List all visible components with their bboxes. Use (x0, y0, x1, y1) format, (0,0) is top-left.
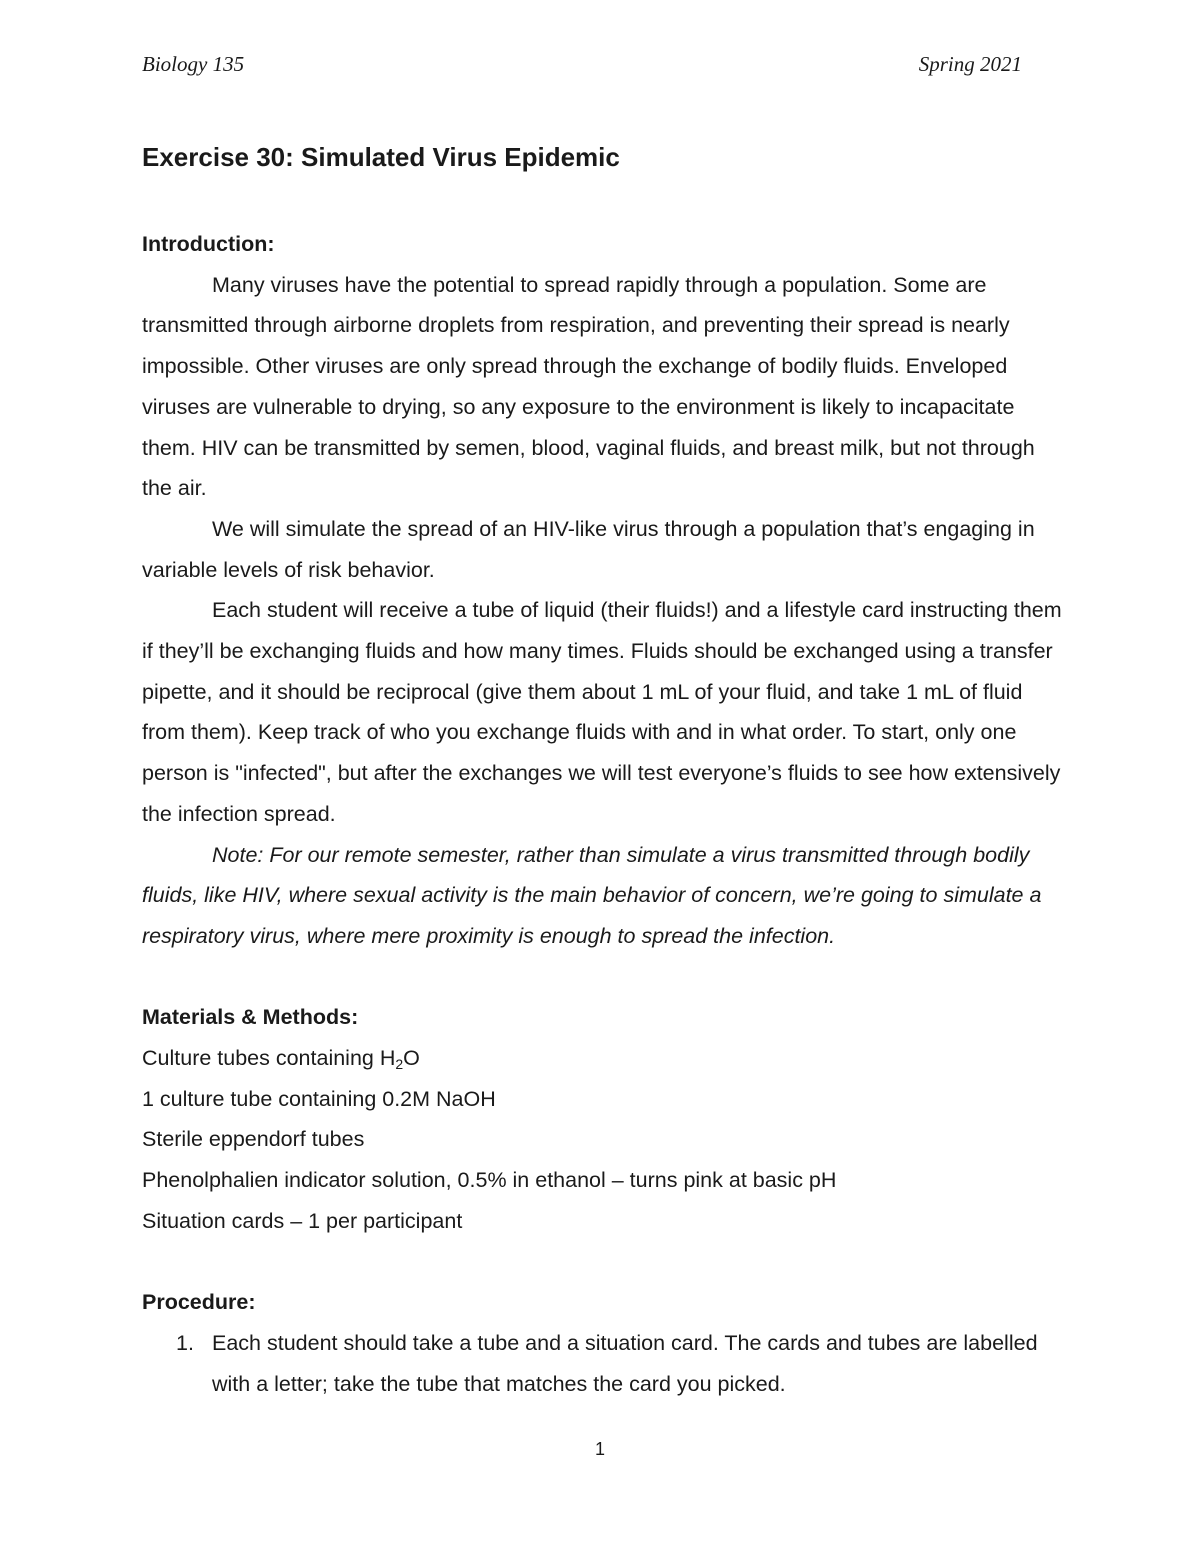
materials-item-1 (142, 1038, 1062, 1079)
materials-item-1-prefix: Culture tubes containing H (142, 1046, 396, 1071)
procedure-list (142, 1323, 1062, 1404)
procedure-step (142, 1323, 1062, 1404)
materials-heading: Materials & Methods: (142, 1005, 359, 1030)
procedure-heading: Procedure: (142, 1290, 256, 1315)
intro-paragraph-3: Each student will receive a tube of liquid (their fluids!) and a lifestyle card instructing them if they’ll be exchanging fluids and how many times. Fluids should be exchanged using a transfer pipette, and it should be reciprocal (give them about 1 mL of your fluid, and take 1 mL of fluid from them). Keep track of who you exchange fluids with and in what order. To start, only one person is "infected", but after the exchanges we will test everyone’s fluids to see how extensively the infection spread. (142, 598, 1062, 826)
introduction-heading: Introduction: (142, 232, 275, 256)
spacer (142, 1242, 1062, 1283)
header-term: Spring 2021 (918, 52, 1022, 76)
materials-item-4: Phenolphalien indicator solution, 0.5% in ethanol – turns pink at basic pH (142, 1168, 837, 1193)
intro-paragraph-2: We will simulate the spread of an HIV-like virus through a population that’s engaging in variable levels of risk behavior. (142, 516, 1035, 582)
intro-note: Note: For our remote semester, rather than simulate a virus transmitted through bodily fluids, like HIV, where sexual activity is the main behavior of concern, we’re going to simulate a respiratory virus, where mere proximity is enough to spread the infection. (142, 842, 1042, 948)
materials-item-5: Situation cards – 1 per participant (142, 1208, 463, 1233)
intro-paragraph-1: Many viruses have the potential to spread rapidly through a population. Some are transmitted through airborne droplets from respiration, and preventing their spread is nearly impossible. Other viruses are only spread through the exchange of bodily fluids. Enveloped viruses are vulnerable to drying, so any exposure to the environment is likely to incapacitate them. HIV can be transmitted by semen, blood, vaginal fluids, and breast milk, but not through the air. (142, 272, 1035, 501)
materials-item-3: Sterile eppendorf tubes (142, 1127, 365, 1152)
header-course: Biology 135 (142, 52, 245, 76)
materials-item-1-subscript: 2 (395, 1056, 404, 1073)
document-body (142, 224, 1062, 1404)
spacer (142, 957, 1062, 998)
materials-item-1-suffix: O (403, 1046, 420, 1071)
page-title: Exercise 30: Simulated Virus Epidemic (142, 142, 620, 172)
procedure-step-number: 1. (176, 1330, 194, 1355)
procedure-step-text: Each student should take a tube and a situation card. The cards and tubes are labelled with a letter; take the tube that matches the card you picked. (212, 1330, 1038, 1396)
page-number: 1 (594, 1439, 605, 1459)
materials-item-2: 1 culture tube containing 0.2M NaOH (142, 1086, 496, 1111)
